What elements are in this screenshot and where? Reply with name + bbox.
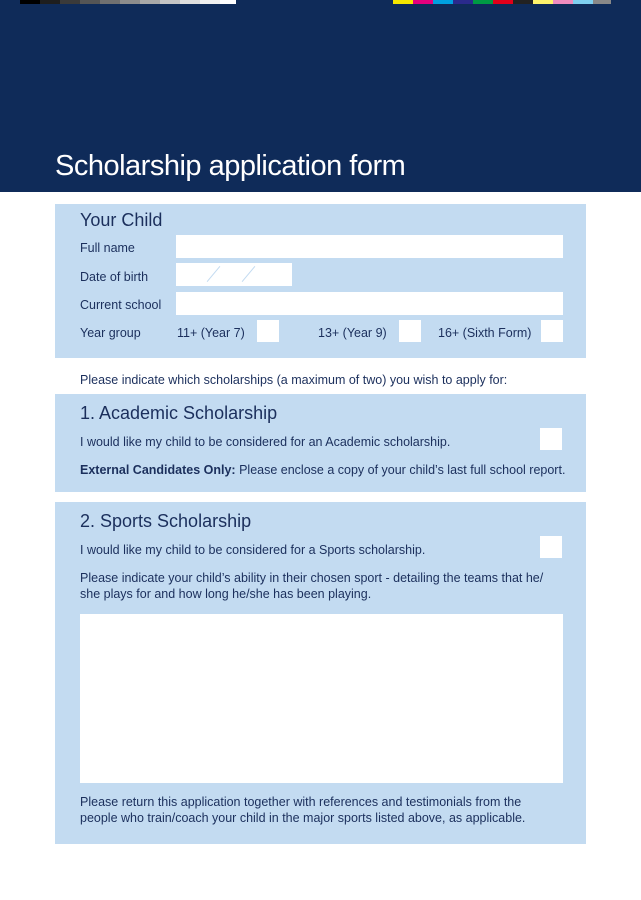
color-calibration-bar — [393, 0, 611, 4]
year7-checkbox[interactable] — [257, 320, 279, 342]
your-child-section — [55, 204, 586, 358]
external-candidates-note — [80, 463, 565, 477]
sports-ability-textarea[interactable] — [80, 614, 563, 783]
sixth-form-checkbox[interactable] — [541, 320, 563, 342]
date-of-birth-label: Date of birth — [80, 270, 149, 284]
sports-consider-text: I would like my child to be considered for a Sports scholarship. — [80, 543, 426, 557]
current-school-field[interactable] — [176, 292, 563, 315]
sports-ability-line1: Please indicate your child’s ability in their chosen sport - detailing the teams that he/ — [80, 571, 544, 585]
academic-heading: 1. Academic Scholarship — [80, 403, 278, 423]
sports-checkbox[interactable] — [540, 536, 562, 558]
your-child-heading: Your Child — [80, 210, 163, 230]
year9-checkbox[interactable] — [399, 320, 421, 342]
sports-heading: 2. Sports Scholarship — [80, 511, 252, 531]
page-title: Scholarship application form — [55, 150, 406, 182]
grayscale-calibration-bar — [20, 0, 236, 4]
date-of-birth-field[interactable] — [176, 263, 292, 286]
year-group-label: Year group — [80, 326, 141, 340]
academic-consider-text: I would like my child to be considered for an Academic scholarship. — [80, 435, 451, 449]
return-instruction-line2: people who train/coach your child in the major sports listed above, as applicable. — [80, 811, 526, 825]
option-sixth-form-label: 16+ (Sixth Form) — [438, 326, 532, 340]
date-separator — [207, 266, 221, 282]
external-candidates-bold: External Candidates Only: — [80, 463, 236, 477]
current-school-label: Current school — [80, 298, 162, 312]
scholarship-instruction: Please indicate which scholarships (a maximum of two) you wish to apply for: — [80, 373, 508, 387]
full-name-field[interactable] — [176, 235, 563, 258]
return-instruction-line1: Please return this application together with references and testimonials from the — [80, 795, 522, 809]
header-banner — [0, 0, 641, 192]
academic-scholarship-section — [55, 394, 586, 492]
option-year7-label: 11+ (Year 7) — [177, 326, 245, 340]
sports-scholarship-section — [55, 502, 586, 844]
academic-checkbox[interactable] — [540, 428, 562, 450]
option-year9-label: 13+ (Year 9) — [318, 326, 387, 340]
date-separator — [242, 266, 256, 282]
full-name-label: Full name — [80, 241, 135, 255]
external-candidates-text: Please enclose a copy of your child’s last full school report. — [235, 463, 566, 477]
sports-ability-line2: she plays for and how long he/she has been playing. — [80, 587, 372, 601]
